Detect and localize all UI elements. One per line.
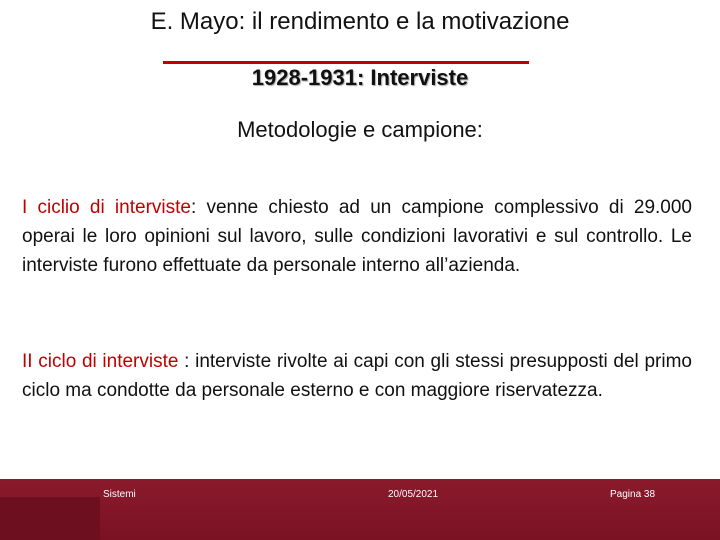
footer-page-number: Pagina 38 bbox=[610, 489, 656, 500]
paragraph-first-cycle bbox=[22, 193, 692, 280]
footer-accent-stripe bbox=[0, 497, 100, 540]
paragraph-second-cycle bbox=[22, 347, 692, 405]
paragraph-body-second-cycle: : interviste rivolte ai capi con gli stessi presupposti del primo ciclo ma condotte da personale esterno e con maggiore riservatezza. bbox=[22, 351, 692, 401]
paragraph-lead-second-cycle: II ciclo di interviste bbox=[22, 351, 179, 372]
slide-subtitle: 1928-1931: Interviste bbox=[251, 65, 469, 90]
footer-date: 20/05/2021 bbox=[388, 489, 439, 500]
paragraph-lead-first-cycle: I ciclio di interviste bbox=[22, 197, 191, 218]
section-heading: Metodologie e campione: bbox=[237, 117, 483, 142]
footer-course-label: Sistemi bbox=[103, 489, 136, 500]
slide-title: E. Mayo: il rendimento e la motivazione bbox=[150, 8, 570, 35]
paragraph-body-first-cycle: : venne chiesto ad un campione complessivo di 29.000 operai le loro opinioni sul lavoro, sulle condizioni lavorativi e sul controllo. Le interviste furono effettuate da personale interno all’azienda. bbox=[22, 197, 692, 276]
